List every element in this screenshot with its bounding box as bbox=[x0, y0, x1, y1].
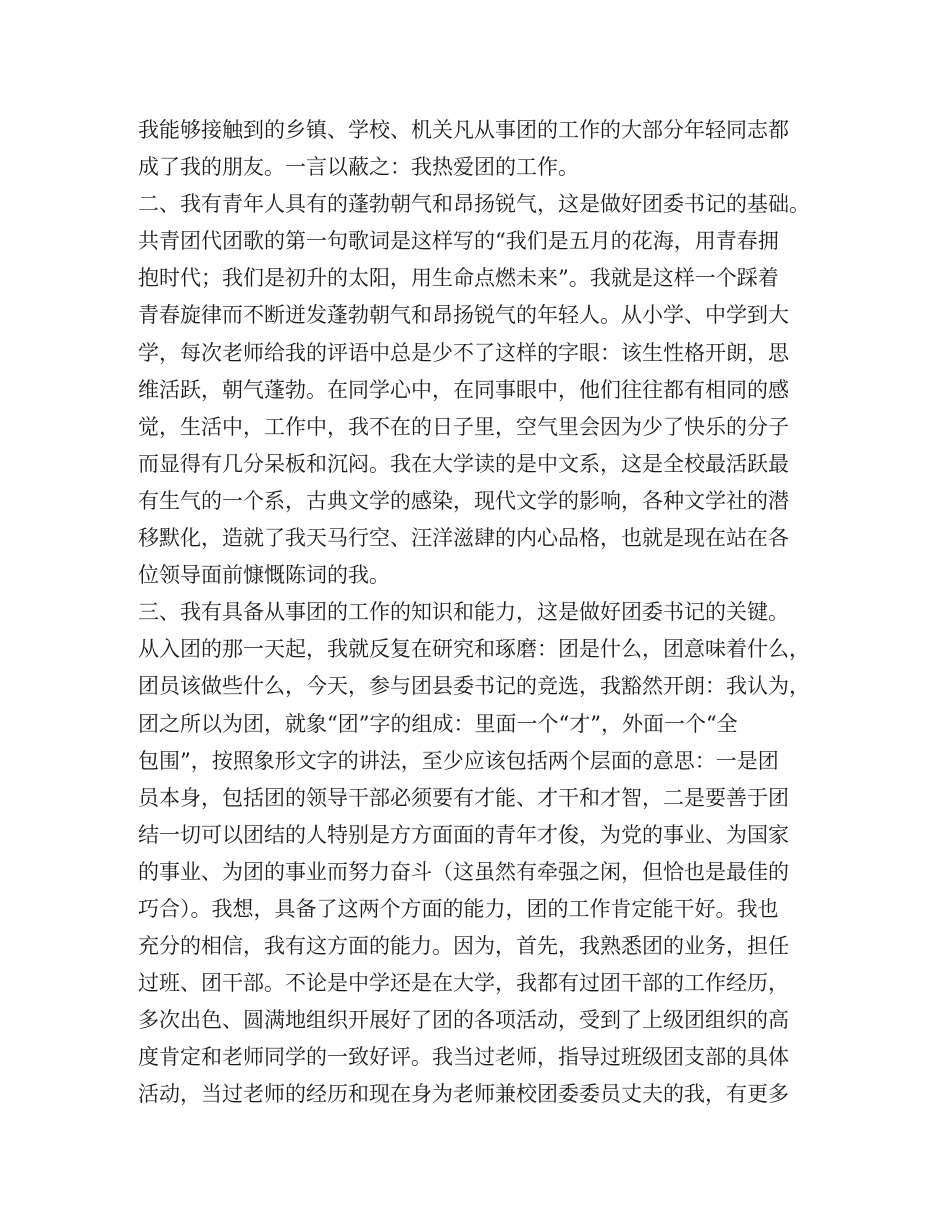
text-line: 觉，生活中，工作中，我不在的日子里，空气里会因为少了快乐的分子 bbox=[138, 414, 789, 439]
text-line: 包围”，按照象形文字的讲法，至少应该包括两个层面的意思：一是团 bbox=[138, 748, 779, 773]
text-line: 青春旋律而不断迸发蓬勃朝气和昂扬锐气的年轻人。从小学、中学到大 bbox=[138, 303, 789, 328]
text-line: 活动，当过老师的经历和现在身为老师兼校团委委员丈夫的我，有更多 bbox=[138, 1082, 789, 1107]
text-line: 二、我有青年人具有的蓬勃朝气和昂扬锐气，这是做好团委书记的基础。 bbox=[138, 192, 810, 217]
text-line: 结一切可以团结的人特别是方方面面的青年才俊，为党的事业、为国家 bbox=[138, 822, 789, 847]
text-line: 多次出色、圆满地组织开展好了团的各项活动，受到了上级团组织的高 bbox=[138, 1008, 789, 1033]
text-line: 有生气的一个系，古典文学的感染，现代文学的影响，各种文学社的潜 bbox=[138, 488, 789, 513]
text-line: 团之所以为团，就象“团”字的组成：里面一个“才”，外面一个“全 bbox=[138, 711, 738, 736]
text-line: 维活跃，朝气蓬勃。在同学心中，在同事眼中，他们往往都有相同的感 bbox=[138, 377, 789, 402]
text-line: 而显得有几分呆板和沉闷。我在大学读的是中文系，这是全校最活跃最 bbox=[138, 451, 789, 476]
text-line: 我能够接触到的乡镇、学校、机关凡从事团的工作的大部分年轻同志都 bbox=[138, 118, 789, 142]
text-line: 过班、团干部。不论是中学还是在大学，我都有过团干部的工作经历， bbox=[138, 971, 789, 996]
text-line: 学，每次老师给我的评语中总是少不了这样的字眼：该生性格开朗，思 bbox=[138, 340, 789, 365]
text-line: 度肯定和老师同学的一致好评。我当过老师，指导过班级团支部的具体 bbox=[138, 1045, 789, 1070]
text-line: 移默化，造就了我天马行空、汪洋滋肆的内心品格，也就是现在站在各 bbox=[138, 526, 789, 551]
text-line: 抱时代；我们是初升的太阳，用生命点燃未来”。我就是这样一个踩着 bbox=[138, 266, 779, 291]
text-line: 团员该做些什么，今天，参与团县委书记的竞选，我豁然开朗：我认为， bbox=[138, 674, 810, 699]
text-line: 共青团代团歌的第一句歌词是这样写的“我们是五月的花海，用青春拥 bbox=[138, 229, 779, 254]
text-line: 从入团的那一天起，我就反复在研究和琢磨：团是什么，团意味着什么， bbox=[138, 637, 810, 662]
text-line: 位领导面前慷慨陈词的我。 bbox=[138, 563, 390, 588]
text-line: 三、我有具备从事团的工作的知识和能力，这是做好团委书记的关键。 bbox=[138, 600, 789, 625]
text-line: 巧合）。我想，具备了这两个方面的能力，团的工作肯定能干好。我也 bbox=[138, 896, 779, 921]
body-text bbox=[138, 112, 828, 1114]
text-line: 的事业、为团的事业而努力奋斗（这虽然有牵强之闲，但恰也是最佳的 bbox=[138, 859, 789, 884]
text-line: 员本身，包括团的领导干部必须要有才能、才干和才智，二是要善于团 bbox=[138, 785, 789, 810]
text-line: 充分的相信，我有这方面的能力。因为，首先，我熟悉团的业务，担任 bbox=[138, 934, 789, 959]
text-line: 成了我的朋友。一言以蔽之：我热爱团的工作。 bbox=[138, 155, 579, 180]
